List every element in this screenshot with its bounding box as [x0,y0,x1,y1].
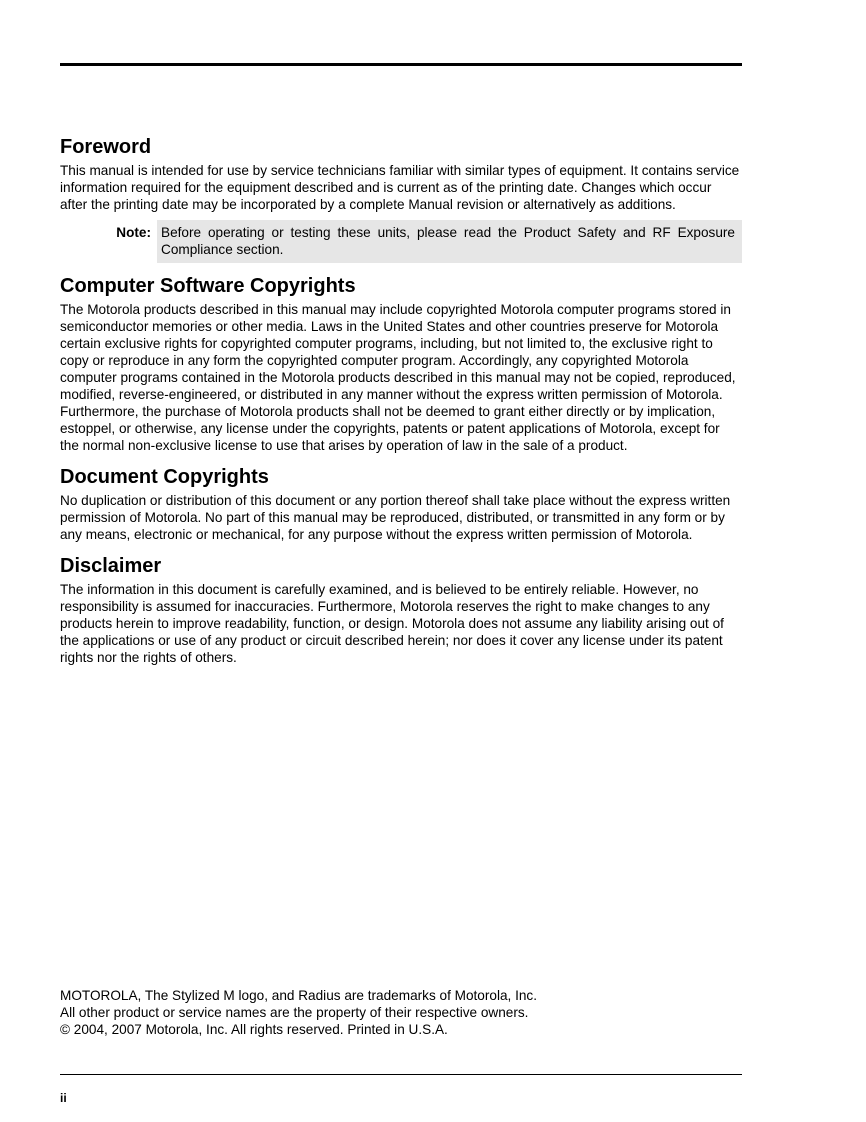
disclaimer-heading: Disclaimer [60,555,162,577]
document-copyrights-text: No duplication or distribution of this document or any portion thereof shall take place without the express written permission of Motorola. No part of this manual may be reproduced, distributed, or transmitted in any form or by any means, electronic or mechanical, for any purpose without the express written permission of Motorola. [60,493,731,542]
bottom-rule [60,1074,742,1075]
copyright-line: © 2004, 2007 Motorola, Inc. All rights reserved. Printed in U.S.A. [60,1022,448,1037]
page-number: ii [60,1091,67,1105]
disclaimer-text: The information in this document is carefully examined, and is believed to be entirely reliable. However, no responsibility is assumed for inaccuracies. Furthermore, Motorola reserves the right to make changes to any products herein to improve readability, function, or design. Motorola does not assume any liability arising out of the applications or use of any product or circuit described herein; nor does it cover any license under its patent rights nor the rights of others. [60,582,724,665]
page-content [60,134,742,676]
foreword-text: This manual is intended for use by service technicians familiar with similar types of equipment. It contains service information required for the equipment described and is current as of the printing date. Changes which occur after the printing date may be incorporated by a complete Manual revision or alternatively as additions. [60,163,740,212]
software-copyrights-section [60,273,742,454]
disclaimer-section [60,553,742,666]
trademark-line: MOTOROLA, The Stylized M logo, and Radius are trademarks of Motorola, Inc. [60,988,537,1003]
top-rule [60,63,742,66]
software-copyrights-heading: Computer Software Copyrights [60,275,356,297]
foreword-section [60,134,742,263]
trademark-notice [60,987,742,1038]
document-copyrights-heading: Document Copyrights [60,466,269,488]
foreword-heading: Foreword [60,136,152,158]
software-copyrights-text: The Motorola products described in this manual may include copyrighted Motorola computer programs stored in semiconductor memories or other media. Laws in the United States and other countries preserve for Motorola certain exclusive rights for copyrighted computer programs, including, but not limited to, the exclusive right to copy or reproduce in any form the copyrighted computer program. Accordingly, any copyrighted Motorola computer programs contained in the Motorola products described in this manual may not be copied, reproduced, modified, reverse-engineered, or distributed in any manner without the express written permission of Motorola. Furthermore, the purchase of Motorola products shall not be deemed to grant either directly or by implication, estoppel, or otherwise, any license under the copyrights, patents or patent applications of Motorola, except for the normal non-exclusive license to use that arises by operation of law in the sale of a product. [60,302,736,453]
document-copyrights-section [60,464,742,543]
note-label: Note: [116,225,151,240]
note-text: Before operating or testing these units, please read the Product Safety and RF Exposure Compliance section. [157,220,742,263]
note-callout [60,220,742,263]
owners-line: All other product or service names are the property of their respective owners. [60,1005,529,1020]
